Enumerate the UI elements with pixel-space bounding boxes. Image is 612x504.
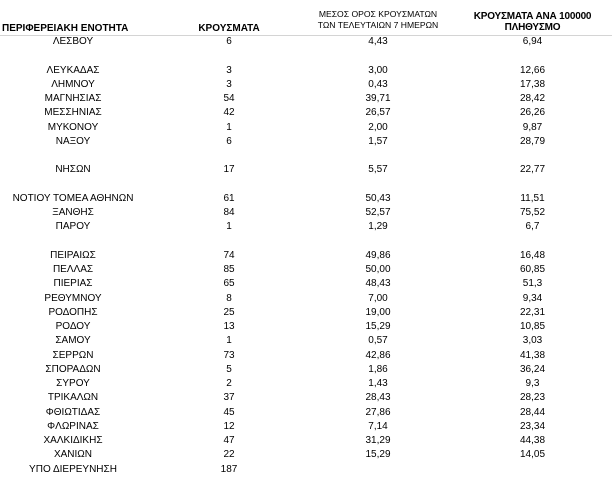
cell-seven-day-average: 31,29	[365, 435, 391, 446]
cell-region: ΛΕΥΚΑΔΑΣ	[46, 64, 100, 76]
cell-cases: 17	[223, 164, 235, 176]
cell-region: ΜΥΚΟΝΟΥ	[47, 121, 99, 133]
cell-cases: 84	[223, 207, 235, 218]
cell-seven-day-average: 15,29	[365, 321, 391, 332]
cell-region: ΣΥΡΟΥ	[56, 378, 90, 389]
cell-cases: 47	[223, 435, 235, 446]
cell-cases: 8	[226, 292, 232, 304]
cell-cases-per-100000: 9,3	[525, 378, 540, 389]
cell-region: ΡΕΘΥΜΝΟΥ	[44, 292, 102, 304]
table-row	[0, 334, 612, 348]
cell-seven-day-average: 7,14	[368, 420, 388, 432]
cell-cases-per-100000: 9,34	[522, 292, 543, 304]
cell-seven-day-average: 0,43	[368, 78, 388, 90]
cell-cases: 187	[220, 463, 238, 475]
cell-region: ΜΑΓΝΗΣΙΑΣ	[44, 93, 102, 104]
cell-cases-per-100000: 44,38	[519, 435, 546, 446]
header-per-line1: ΚΡΟΥΣΜΑΤΑ ΑΝΑ 100000	[473, 11, 592, 22]
cell-seven-day-average: 0,57	[368, 335, 388, 347]
cell-cases: 3	[226, 64, 232, 76]
header-seven-day-average	[303, 9, 453, 31]
cell-region: ΞΑΝΘΗΣ	[52, 207, 94, 218]
cell-region: ΦΛΩΡΙΝΑΣ	[47, 420, 99, 432]
cell-cases: 74	[223, 249, 235, 261]
header-cases: ΚΡΟΥΣΜΑΤΑ	[198, 23, 260, 34]
cell-cases: 61	[223, 192, 235, 204]
table-row	[0, 406, 612, 420]
cell-region: ΠΕΙΡΑΙΩΣ	[50, 249, 96, 261]
cell-cases: 22	[223, 449, 235, 461]
cell-region: ΠΙΕΡΙΑΣ	[53, 278, 93, 290]
cell-seven-day-average: 3,00	[368, 64, 388, 76]
cell-region: ΣΠΟΡΑΔΩΝ	[45, 363, 101, 375]
cell-region: ΡΟΔΟΥ	[55, 321, 91, 332]
cell-region: ΛΕΣΒΟΥ	[52, 36, 94, 47]
cell-cases-per-100000: 22,77	[519, 164, 546, 176]
table-row	[0, 121, 612, 135]
cell-cases: 2	[226, 378, 232, 389]
cell-seven-day-average: 49,86	[365, 249, 391, 261]
cell-seven-day-average: 26,57	[365, 107, 391, 119]
table-row	[0, 377, 612, 391]
cell-seven-day-average: 1,29	[368, 221, 388, 233]
cell-region: ΜΕΣΣΗΝΙΑΣ	[44, 107, 102, 119]
cell-seven-day-average: 27,86	[365, 406, 391, 418]
cell-seven-day-average: 5,57	[368, 164, 388, 176]
header-avg-line1: ΜΕΣΟΣ ΟΡΟΣ ΚΡΟΥΣΜΑΤΩΝ	[318, 9, 438, 19]
cell-region: ΥΠΟ ΔΙΕΡΕΥΝΗΣΗ	[29, 463, 117, 475]
cell-cases: 12	[223, 420, 235, 432]
cell-seven-day-average: 15,29	[365, 449, 391, 461]
cell-region: ΡΟΔΟΠΗΣ	[48, 306, 98, 318]
cell-region: ΛΗΜΝΟΥ	[51, 78, 95, 90]
cell-region: ΝΗΣΩΝ	[55, 164, 91, 176]
header-avg-line2: ΤΩΝ ΤΕΛΕΥΤΑΙΩΝ 7 ΗΜΕΡΩΝ	[317, 20, 439, 30]
cell-cases-per-100000: 28,23	[519, 392, 546, 404]
cell-seven-day-average: 1,57	[368, 135, 388, 147]
cell-seven-day-average: 19,00	[365, 306, 391, 318]
cell-cases: 1	[226, 221, 232, 233]
cell-cases-per-100000: 51,3	[522, 278, 543, 290]
table-row	[0, 349, 612, 363]
table-row	[0, 149, 612, 163]
cell-cases-per-100000: 12,66	[519, 64, 546, 76]
cell-cases: 3	[226, 78, 232, 90]
cell-cases: 13	[223, 321, 235, 332]
cell-cases: 25	[223, 306, 235, 318]
cell-cases: 37	[223, 392, 235, 404]
cell-seven-day-average: 50,43	[365, 192, 391, 204]
cell-region: ΧΑΛΚΙΔΙΚΗΣ	[43, 435, 103, 446]
table-row	[0, 206, 612, 220]
cell-cases-per-100000: 6,7	[525, 221, 540, 233]
cell-region: ΠΕΛΛΑΣ	[52, 264, 94, 275]
cell-cases: 42	[223, 107, 235, 119]
table-body	[0, 35, 612, 477]
table-row	[0, 163, 612, 177]
cell-seven-day-average: 50,00	[365, 264, 391, 275]
cell-cases: 73	[223, 349, 235, 361]
cell-cases-per-100000: 9,87	[522, 121, 543, 133]
cell-cases-per-100000: 6,94	[522, 36, 543, 47]
cell-cases: 5	[226, 363, 232, 375]
table-row	[0, 420, 612, 434]
cell-cases: 65	[223, 278, 235, 290]
table-row	[0, 35, 612, 49]
table-row	[0, 178, 612, 192]
table-row	[0, 320, 612, 334]
cell-region: ΣΑΜΟΥ	[55, 335, 91, 347]
cell-seven-day-average: 1,86	[368, 363, 388, 375]
table-row	[0, 306, 612, 320]
cell-seven-day-average: 48,43	[365, 278, 391, 290]
cell-cases-per-100000: 28,79	[519, 135, 546, 147]
table-row	[0, 78, 612, 92]
cell-seven-day-average: 39,71	[365, 93, 391, 104]
cell-region: ΝΑΞΟΥ	[55, 135, 91, 147]
table-row	[0, 235, 612, 249]
table-row	[0, 363, 612, 377]
cell-cases-per-100000: 3,03	[522, 335, 543, 347]
header-region: ΠΕΡΙΦΕΡΕΙΑΚΗ ΕΝΟΤΗΤΑ	[2, 23, 129, 34]
cell-cases-per-100000: 41,38	[519, 349, 546, 361]
cell-seven-day-average: 4,43	[368, 36, 388, 47]
cell-cases-per-100000: 16,48	[519, 249, 546, 261]
cell-cases: 85	[223, 264, 235, 275]
table-row	[0, 49, 612, 63]
table-row	[0, 220, 612, 234]
table-row	[0, 277, 612, 291]
cell-cases: 6	[226, 36, 232, 47]
table-row	[0, 92, 612, 106]
cell-region: ΠΑΡΟΥ	[55, 221, 91, 233]
cell-cases-per-100000: 14,05	[519, 449, 546, 461]
cell-cases: 54	[223, 93, 235, 104]
cell-cases-per-100000: 26,26	[519, 107, 546, 119]
cell-seven-day-average: 2,00	[368, 121, 388, 133]
cell-region: ΤΡΙΚΑΛΩΝ	[47, 392, 99, 404]
cell-cases-per-100000: 23,34	[519, 420, 546, 432]
cell-cases: 1	[226, 335, 232, 347]
cell-cases: 6	[226, 135, 232, 147]
cell-cases-per-100000: 11,51	[520, 192, 545, 204]
cell-seven-day-average: 28,43	[365, 392, 391, 404]
cell-cases: 45	[223, 406, 235, 418]
table-row	[0, 292, 612, 306]
cell-region: ΝΟΤΙΟΥ ΤΟΜΕΑ ΑΘΗΝΩΝ	[12, 192, 134, 204]
table-row	[0, 391, 612, 405]
cell-seven-day-average: 52,57	[365, 207, 391, 218]
table-row	[0, 448, 612, 462]
cell-cases: 1	[226, 121, 232, 133]
table-row	[0, 192, 612, 206]
table-row	[0, 263, 612, 277]
cell-seven-day-average: 1,43	[368, 378, 388, 389]
table-row	[0, 135, 612, 149]
header-per-line2: ΠΛΗΘΥΣΜΟ	[504, 22, 561, 33]
cell-cases-per-100000: 75,52	[519, 207, 546, 218]
cell-seven-day-average: 42,86	[365, 349, 391, 361]
cell-cases-per-100000: 28,44	[519, 406, 546, 418]
cell-seven-day-average: 7,00	[368, 292, 388, 304]
table-row	[0, 434, 612, 448]
cell-region: ΦΘΙΩΤΙΔΑΣ	[45, 406, 101, 418]
table-row	[0, 64, 612, 78]
header-cases-per-100000	[460, 11, 605, 33]
table-row	[0, 249, 612, 263]
table-row	[0, 463, 612, 477]
cell-cases-per-100000: 10,85	[519, 321, 546, 332]
cell-cases-per-100000: 36,24	[519, 363, 546, 375]
cell-cases-per-100000: 60,85	[519, 264, 546, 275]
table-row	[0, 106, 612, 120]
cell-cases-per-100000: 17,38	[519, 78, 546, 90]
cell-cases-per-100000: 28,42	[519, 93, 546, 104]
cell-cases-per-100000: 22,31	[519, 306, 546, 318]
cell-region: ΣΕΡΡΩΝ	[52, 349, 94, 361]
cell-region: ΧΑΝΙΩΝ	[53, 449, 93, 461]
